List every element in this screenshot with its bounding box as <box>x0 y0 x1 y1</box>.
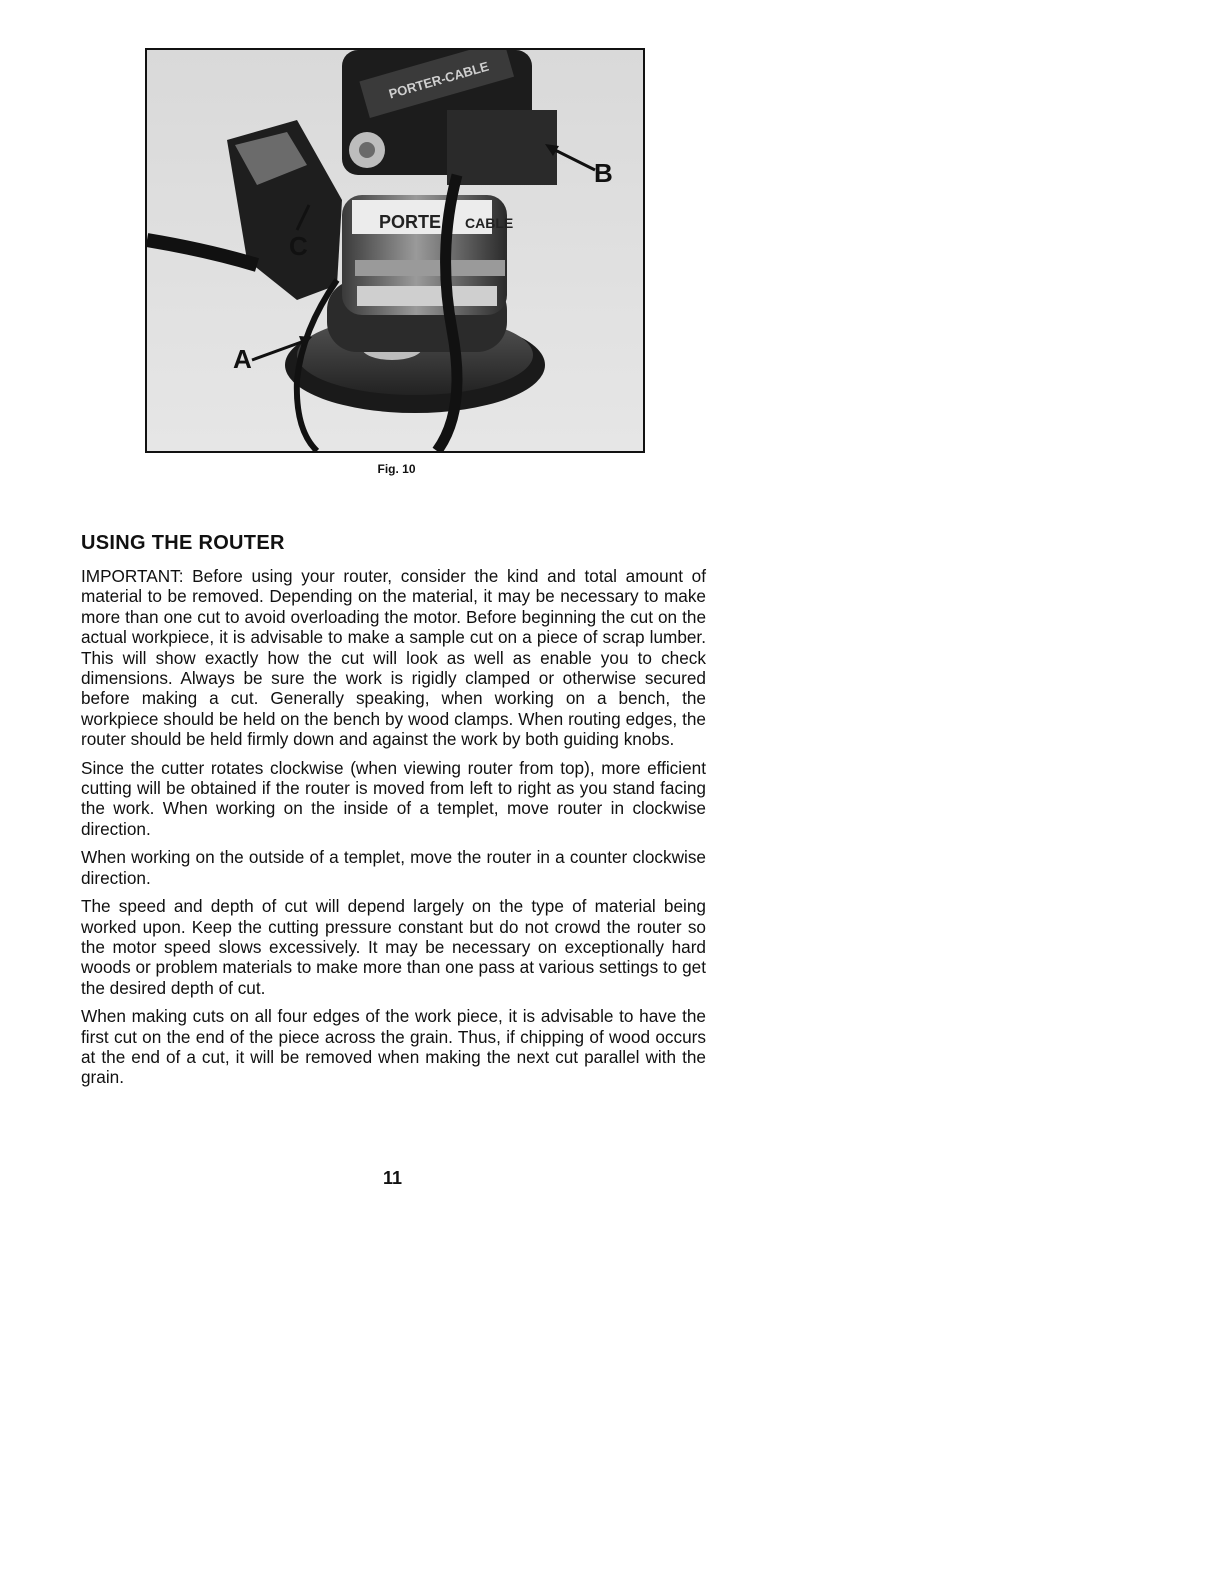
page-number: 11 <box>382 1168 403 1188</box>
callout-c-label: C <box>289 231 308 261</box>
section-heading: USING THE ROUTER <box>81 532 285 554</box>
paragraph-speed-depth: The speed and depth of cut will depend largely on the type of material being worked upon. Keep the cutting pressure constant but do not crowd the router so the motor speed slows excessively. It may be necessary on exceptionally hard woods or problem materials to make more than one pass at various settings to get the desired depth of cut. <box>81 896 706 998</box>
figure-caption: Fig. 10 <box>377 462 416 476</box>
callout-a-label: A <box>233 344 252 374</box>
paragraph-cutter-rotation: Since the cutter rotates clockwise (when viewing router from top), more efficient cutting will be obtained if the router is moved from left to right as you stand facing the work. When working on the inside of a templet, move router in clockwise direction. <box>81 757 706 839</box>
brand-label-left: PORTE <box>379 212 442 232</box>
brand-label-top: PORTER-CABLE <box>387 58 491 102</box>
paragraph-important: IMPORTANT: Before using your router, consider the kind and total amount of material to be removed. Depending on the material, it may be necessary to make more than one cut to avoid overloading the motor. Before beginning the cut on the actual workpiece, it is advisable to make a sample cut on a piece of scrap lumber. This will show exactly how the cut will look as well as enable you to check dimensions. Always be sure the work is rigidly clamped or otherwise secured before making a cut. Generally speaking, when working on a bench, the workpiece should be held on the bench by wood clamps. When routing edges, the router should be held firmly down and against the work by both guiding knobs. <box>81 566 706 750</box>
section-body <box>81 566 706 1096</box>
figure-10-photo <box>145 48 645 453</box>
paragraph-four-edges: When making cuts on all four edges of the work piece, it is advisable to have the first cut on the end of the piece across the grain. Thus, if chipping of wood occurs at the end of a cut, it will be removed when making the next cut parallel with the grain. <box>81 1006 706 1088</box>
router-photo-illustration <box>147 50 643 451</box>
paragraph-outside-templet: When working on the outside of a templet, move the router in a counter clockwise direction. <box>81 847 706 888</box>
brand-label-right: CABLE <box>465 215 514 231</box>
callout-b-label: B <box>594 158 613 188</box>
